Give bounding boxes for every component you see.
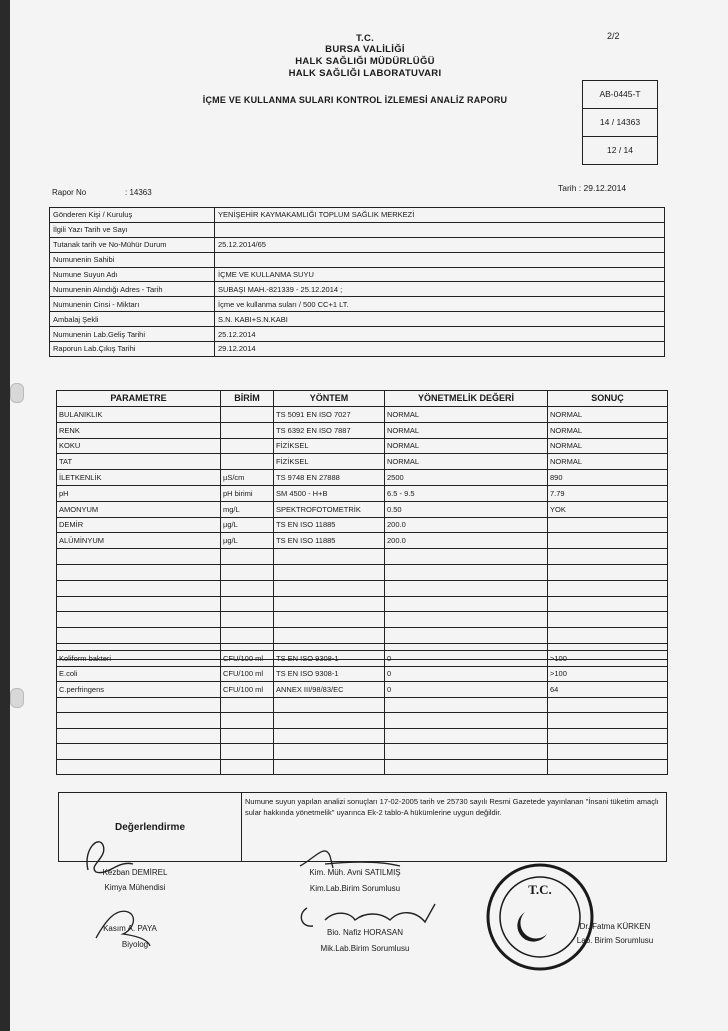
cell-result (548, 596, 668, 612)
cell-limit (385, 596, 548, 612)
cell-limit (385, 580, 548, 596)
cell-parameter: TAT (57, 454, 221, 470)
cell-unit: CFU/100 ml (221, 651, 274, 667)
cell-unit: CFU/100 ml (221, 682, 274, 698)
cell-limit: NORMAL (385, 407, 548, 423)
cell-method (274, 612, 385, 628)
signature-1-name: Kezban DEMİREL (102, 868, 168, 877)
microbiology-row (57, 682, 668, 698)
cell-parameter: E.coli (57, 666, 221, 682)
cell-unit (221, 744, 274, 760)
cell-method (274, 744, 385, 760)
cell-limit: 0 (385, 651, 548, 667)
parameter-row (57, 596, 668, 612)
cell-limit (385, 628, 548, 644)
cell-method: FİZİKSEL (274, 438, 385, 454)
evaluation-text: Numune suyun yapılan analizi sonuçları 17-02-2005 tarih ve 25730 sayılı Resmi Gazetede yayınlanan "İnsani tüketim amaçlı sular hakkında yönetmelik" uyarınca Ek-2 tablo-A hükümlerine uygun değildir. (245, 797, 659, 817)
parameter-row (57, 628, 668, 644)
parameter-row (57, 580, 668, 596)
cell-parameter: İLETKENLİK (57, 470, 221, 486)
cell-parameter: DEMİR (57, 517, 221, 533)
cell-limit (385, 549, 548, 565)
sample-info-table (49, 207, 665, 357)
parameter-row (57, 533, 668, 549)
header-line-4: HALK SAĞLIĞI LABORATUVARI (288, 68, 442, 79)
info-label: Numunenin Alındığı Adres - Tarih (50, 282, 215, 297)
info-row (50, 297, 665, 312)
info-value (215, 252, 665, 267)
cell-parameter (57, 713, 221, 729)
cell-result: NORMAL (548, 407, 668, 423)
report-no-label: Rapor No (52, 188, 87, 197)
cell-result: >100 (548, 666, 668, 682)
info-label: İlgili Yazı Tarih ve Sayı (50, 222, 215, 237)
info-value: YENİŞEHİR KAYMAKAMLIĞI TOPLUM SAĞLIK MERKEZİ (215, 208, 665, 223)
signature-scribble-2 (295, 838, 405, 872)
cell-method: TS EN ISO 11885 (274, 517, 385, 533)
info-row (50, 327, 665, 342)
info-value: İÇME VE KULLANMA SUYU (215, 267, 665, 282)
microbiology-row (57, 713, 668, 729)
cell-result: 7.79 (548, 485, 668, 501)
cell-unit: µg/L (221, 533, 274, 549)
cell-unit (221, 728, 274, 744)
cell-result: 890 (548, 470, 668, 486)
cell-limit: 0.50 (385, 501, 548, 517)
cell-method: TS EN ISO 11885 (274, 533, 385, 549)
cell-parameter: KOKU (57, 438, 221, 454)
code-period: 12 / 14 (607, 145, 633, 155)
microbiology-row (57, 666, 668, 682)
info-row (50, 208, 665, 223)
cell-parameter (57, 612, 221, 628)
svg-text:T.C.: T.C. (528, 882, 552, 897)
parameter-header-row (57, 391, 668, 407)
cell-parameter: AMONYUM (57, 501, 221, 517)
header-birim: BİRİM (221, 391, 274, 407)
cell-method: TS 5091 EN ISO 7027 (274, 407, 385, 423)
cell-parameter (57, 564, 221, 580)
cell-limit: 2500 (385, 470, 548, 486)
microbiology-row (57, 744, 668, 760)
cell-limit (385, 728, 548, 744)
cell-method: TS 9748 EN 27888 (274, 470, 385, 486)
parameter-row (57, 517, 668, 533)
cell-parameter: Koliform bakteri (57, 651, 221, 667)
parameter-table (56, 390, 668, 660)
info-row (50, 237, 665, 252)
parameter-row (57, 422, 668, 438)
parameter-row (57, 470, 668, 486)
cell-limit: NORMAL (385, 438, 548, 454)
microbiology-table (56, 650, 668, 775)
cell-unit (221, 422, 274, 438)
cell-parameter: ALÜMİNYUM (57, 533, 221, 549)
cell-method (274, 580, 385, 596)
cell-method: ANNEX III/98/83/EC (274, 682, 385, 698)
cell-result (548, 580, 668, 596)
document-code-box (582, 80, 658, 165)
cell-parameter (57, 759, 221, 775)
cell-method: SPEKTROFOTOMETRİK (274, 501, 385, 517)
cell-result (548, 759, 668, 775)
info-value: SUBAŞI MAH.-821339 - 25.12.2014 ; (215, 282, 665, 297)
cell-method (274, 549, 385, 565)
cell-limit: NORMAL (385, 454, 548, 470)
header-sonuc: SONUÇ (548, 391, 668, 407)
signature-1-title: Kimya Mühendisi (104, 883, 166, 892)
cell-result: NORMAL (548, 454, 668, 470)
cell-limit: NORMAL (385, 422, 548, 438)
cell-unit (221, 549, 274, 565)
header-line-1: T.C. (355, 33, 375, 44)
cell-method (274, 628, 385, 644)
cell-method: TS 6392 EN ISO 7887 (274, 422, 385, 438)
cell-unit (221, 438, 274, 454)
cell-parameter (57, 697, 221, 713)
report-date: Tarih : 29.12.2014 (558, 183, 627, 193)
cell-parameter: pH (57, 485, 221, 501)
cell-result: 64 (548, 682, 668, 698)
cell-parameter (57, 744, 221, 760)
cell-method (274, 759, 385, 775)
cell-unit (221, 596, 274, 612)
header-yontem: YÖNTEM (274, 391, 385, 407)
info-value: 29.12.2014 (215, 342, 665, 357)
page-number: 2/2 (607, 31, 620, 41)
signature-4-title: Mik.Lab.Birim Sorumlusu (320, 944, 410, 953)
official-stamp (485, 862, 595, 972)
info-row (50, 222, 665, 237)
cell-unit: µg/L (221, 517, 274, 533)
cell-limit (385, 612, 548, 628)
cell-unit (221, 407, 274, 423)
cell-method (274, 564, 385, 580)
cell-parameter: RENK (57, 422, 221, 438)
info-value: 25.12.2014/65 (215, 237, 665, 252)
parameter-row (57, 549, 668, 565)
cell-limit: 0 (385, 666, 548, 682)
cell-result (548, 612, 668, 628)
cell-unit (221, 612, 274, 628)
info-row (50, 342, 665, 357)
cell-unit (221, 580, 274, 596)
header-parametre: PARAMETRE (57, 391, 221, 407)
cell-unit (221, 564, 274, 580)
microbiology-row (57, 728, 668, 744)
cell-result (548, 744, 668, 760)
cell-limit (385, 713, 548, 729)
signature-5-name: Dr. Fatma KÜRKEN (579, 922, 651, 931)
info-label: Gönderen Kişi / Kuruluş (50, 208, 215, 223)
cell-result: NORMAL (548, 438, 668, 454)
cell-result (548, 628, 668, 644)
header-yonetmelik-degeri: YÖNETMELİK DEĞERİ (385, 391, 548, 407)
punch-hole-bottom (10, 688, 24, 708)
cell-limit (385, 759, 548, 775)
info-value: İçme ve kullanma suları / 500 CC+1 LT. (215, 297, 665, 312)
cell-method (274, 596, 385, 612)
parameter-row (57, 438, 668, 454)
parameter-row (57, 485, 668, 501)
report-title: İÇME VE KULLANMA SULARI KONTROL İZLEMESİ ANALİZ RAPORU (202, 95, 508, 105)
cell-limit: 6.5 - 9.5 (385, 485, 548, 501)
cell-limit (385, 697, 548, 713)
cell-unit (221, 454, 274, 470)
cell-limit: 200.0 (385, 517, 548, 533)
info-value: 25.12.2014 (215, 327, 665, 342)
cell-method: TS EN ISO 9308-1 (274, 651, 385, 667)
cell-parameter (57, 628, 221, 644)
signature-5-title: Lab. Birim Sorumlusu (576, 936, 654, 945)
cell-unit: mg/L (221, 501, 274, 517)
cell-result (548, 517, 668, 533)
info-row (50, 282, 665, 297)
signature-2-name: Kim. Müh. Avni SATILMIŞ (309, 868, 401, 877)
binder-edge (0, 0, 10, 1031)
cell-result (548, 564, 668, 580)
info-label: Tutanak tarih ve No-Mühür Durum (50, 237, 215, 252)
microbiology-row (57, 759, 668, 775)
header-line-3: HALK SAĞLIĞI MÜDÜRLÜĞÜ (295, 56, 435, 67)
code-form: AB-0445-T (583, 81, 657, 109)
cell-method: SM 4500 - H+B (274, 485, 385, 501)
info-label: Numunenin Sahibi (50, 252, 215, 267)
cell-parameter: BULANIKLIK (57, 407, 221, 423)
cell-method: FİZİKSEL (274, 454, 385, 470)
info-label: Numunenin Cinsi - Miktarı (50, 297, 215, 312)
signature-3-name: Kasım A. PAYA (103, 924, 157, 933)
cell-result (548, 728, 668, 744)
info-label: Numunenin Lab.Geliş Tarihi (50, 327, 215, 342)
info-label: Raporun Lab.Çıkış Tarihi (50, 342, 215, 357)
cell-parameter (57, 549, 221, 565)
cell-parameter (57, 728, 221, 744)
parameter-row (57, 564, 668, 580)
info-row (50, 312, 665, 327)
cell-unit (221, 759, 274, 775)
info-row (50, 267, 665, 282)
cell-parameter (57, 596, 221, 612)
signature-2-title: Kim.Lab.Birim Sorumlusu (309, 884, 401, 893)
header-line-2: BURSA VALİLİĞİ (325, 44, 405, 55)
parameter-row (57, 612, 668, 628)
cell-method: TS EN ISO 9308-1 (274, 666, 385, 682)
cell-unit: pH birimi (221, 485, 274, 501)
cell-unit (221, 697, 274, 713)
cell-result (548, 549, 668, 565)
info-value (215, 222, 665, 237)
evaluation-label: Değerlendirme (59, 793, 242, 861)
cell-unit: µS/cm (221, 470, 274, 486)
cell-method (274, 728, 385, 744)
cell-limit (385, 564, 548, 580)
cell-result (548, 697, 668, 713)
report-no-value: : 14363 (125, 188, 152, 197)
cell-result (548, 713, 668, 729)
info-value: S.N. KABI+S.N.KABI (215, 312, 665, 327)
cell-unit (221, 713, 274, 729)
cell-limit (385, 744, 548, 760)
code-number: 14 / 14363 (583, 109, 657, 137)
punch-hole-top (10, 383, 24, 403)
cell-method (274, 713, 385, 729)
parameter-row (57, 407, 668, 423)
parameter-row (57, 454, 668, 470)
cell-result: YOK (548, 501, 668, 517)
cell-unit (221, 628, 274, 644)
info-row (50, 252, 665, 267)
cell-limit: 200.0 (385, 533, 548, 549)
info-label: Ambalaj Şekli (50, 312, 215, 327)
cell-method (274, 697, 385, 713)
parameter-row (57, 501, 668, 517)
signature-4-name: Bio. Nafiz HORASAN (326, 928, 404, 937)
info-label: Numune Suyun Adı (50, 267, 215, 282)
cell-result: >100 (548, 651, 668, 667)
cell-parameter: C.perfringens (57, 682, 221, 698)
microbiology-row (57, 651, 668, 667)
signature-3-title: Biyolog (121, 940, 149, 949)
cell-unit: CFU/100 ml (221, 666, 274, 682)
cell-limit: 0 (385, 682, 548, 698)
cell-parameter (57, 580, 221, 596)
cell-result (548, 533, 668, 549)
microbiology-row (57, 697, 668, 713)
cell-result: NORMAL (548, 422, 668, 438)
